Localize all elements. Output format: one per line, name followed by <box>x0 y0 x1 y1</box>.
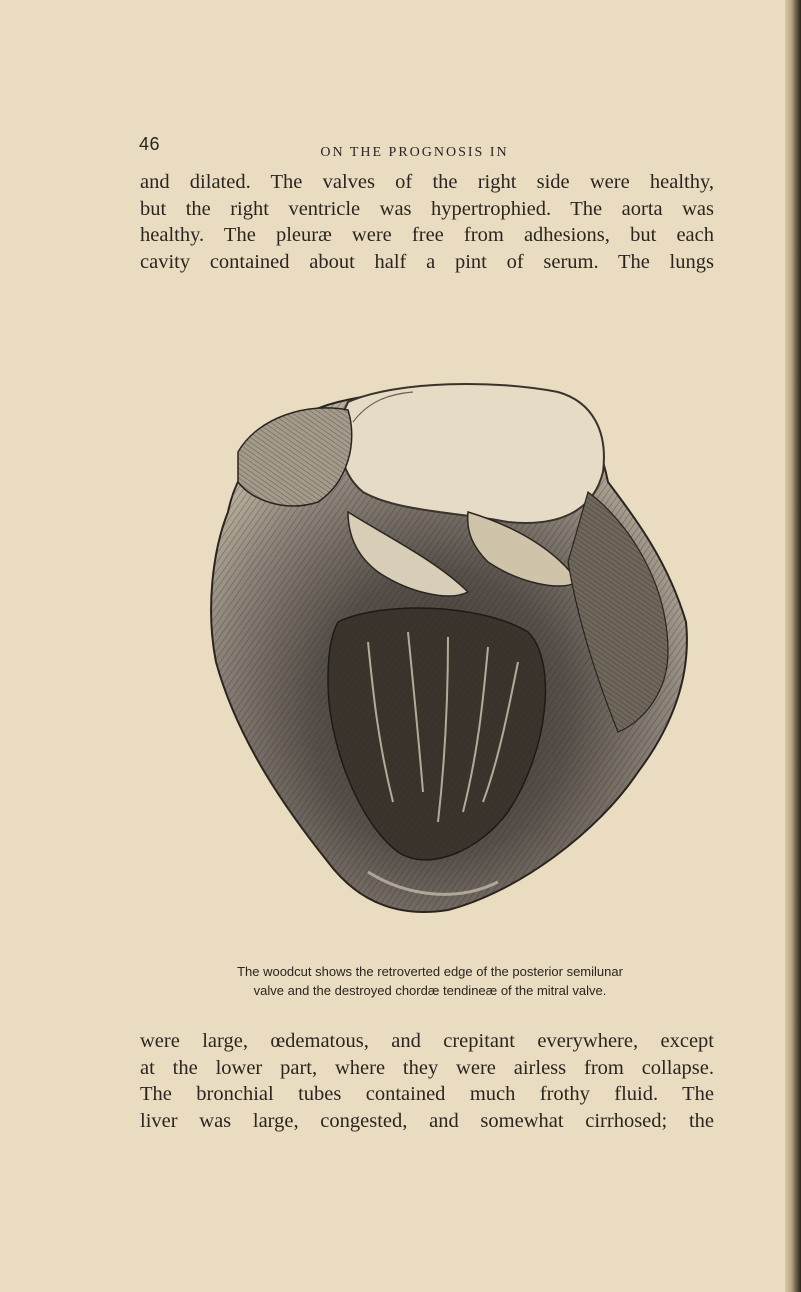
text-line: cavity contained about half a pint of serum. The lungs <box>140 250 714 273</box>
text-line: but the right ventricle was hypertrophied. The aorta was <box>140 197 714 220</box>
page-number: 46 <box>139 134 161 154</box>
paragraph-bottom <box>140 1028 714 1134</box>
figure-caption <box>160 962 700 1000</box>
heart-illustration-svg <box>198 362 692 922</box>
running-head: ON THE PROGNOSIS IN <box>320 145 509 160</box>
caption-line: The woodcut shows the retroverted edge of the posterior semilunar <box>237 964 623 979</box>
text-line: The bronchial tubes contained much frothy fluid. The <box>140 1083 714 1105</box>
heart-woodcut-illustration <box>198 362 692 922</box>
text-line: healthy. The pleuræ were free from adhesions, but each <box>140 224 714 246</box>
text-line: were large, œdematous, and crepitant everywhere, except <box>140 1030 714 1052</box>
text-line: liver was large, congested, and somewhat cirrhosed; the <box>140 1109 714 1132</box>
caption-line: valve and the destroyed chordæ tendineæ of the mitral valve. <box>253 983 607 998</box>
paragraph-top <box>140 169 714 275</box>
page-edge-shadow <box>785 0 801 1292</box>
text-line: and dilated. The valves of the right side were healthy, <box>140 171 714 193</box>
text-line: at the lower part, where they were airless from collapse. <box>140 1056 714 1079</box>
